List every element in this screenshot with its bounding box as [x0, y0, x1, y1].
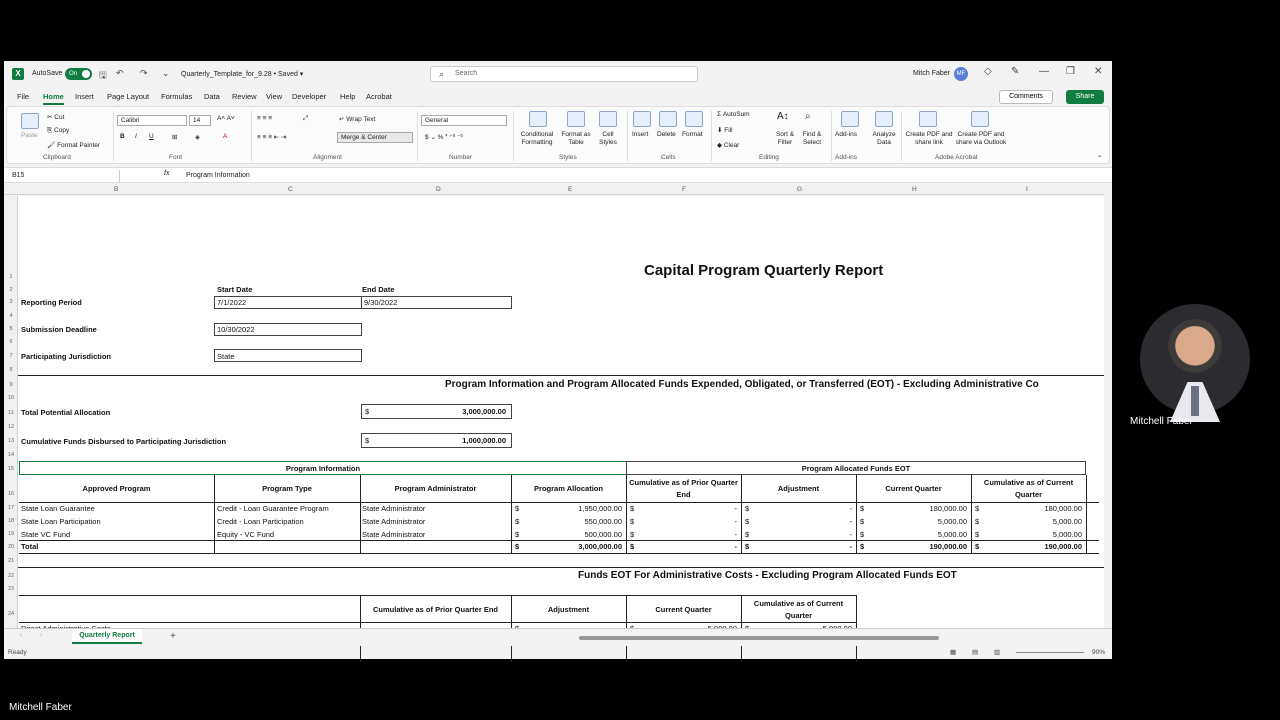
- zoom-level[interactable]: 90%: [1092, 649, 1106, 656]
- undo-icon[interactable]: ↶: [116, 68, 124, 78]
- col-divider: [1086, 475, 1087, 553]
- submission-deadline-value: 10/30/2022: [217, 325, 255, 334]
- sheet-grid[interactable]: [4, 196, 1104, 628]
- program-admin-cell: State Administrator: [362, 504, 426, 513]
- tab-insert[interactable]: Insert: [75, 92, 94, 101]
- admin-col-current-quarter: Current Quarter: [655, 605, 712, 614]
- currency-symbol: $: [515, 530, 520, 539]
- row-number[interactable]: 14: [7, 452, 15, 458]
- separator: [627, 111, 628, 161]
- column-header[interactable]: H: [912, 186, 917, 193]
- currency-symbol: $: [975, 542, 980, 551]
- restore-icon[interactable]: ❐: [1066, 66, 1075, 77]
- presenter-footer-name: Mitchell Faber: [9, 702, 72, 713]
- zoom-slider[interactable]: [1016, 652, 1084, 653]
- col-header-program-admin: Program Administrator: [394, 484, 477, 493]
- presenter-webcam: [1140, 304, 1250, 414]
- column-header[interactable]: G: [797, 186, 803, 193]
- pen-icon[interactable]: ✎: [1011, 66, 1020, 77]
- program-type-cell: Equity - VC Fund: [217, 530, 275, 539]
- normal-view-icon[interactable]: ▦: [950, 649, 957, 656]
- font-size-controls-icon[interactable]: A˄ A˅: [217, 115, 235, 122]
- total-amount-cell: 3,000,000.00: [578, 542, 622, 551]
- comments-button[interactable]: Comments: [999, 90, 1053, 104]
- divider: [18, 567, 1104, 568]
- presenter-tie: [1191, 386, 1199, 416]
- separator: [417, 111, 418, 161]
- tab-data[interactable]: Data: [204, 92, 220, 101]
- cut-button[interactable]: ✂ Cut: [47, 114, 65, 121]
- styles-group-label: Styles: [559, 154, 577, 161]
- amount-cell: 180,000.00: [1044, 504, 1082, 513]
- format-cells-label[interactable]: Format: [682, 131, 703, 138]
- orientation-icon[interactable]: ⤢: [303, 115, 309, 122]
- program-name-cell: State VC Fund: [21, 530, 71, 539]
- column-header[interactable]: C: [288, 186, 293, 193]
- tab-help[interactable]: Help: [340, 92, 356, 101]
- tab-developer[interactable]: Developer: [292, 92, 327, 101]
- avatar[interactable]: MF: [954, 67, 968, 81]
- amount-cell: -: [734, 504, 737, 513]
- cum-disbursed-value: 1,000,000.00: [462, 436, 506, 445]
- currency-symbol: $: [860, 517, 865, 526]
- cells-group-label: Cells: [661, 154, 676, 161]
- row-number[interactable]: 12: [7, 424, 15, 430]
- start-date-label: Start Date: [217, 285, 253, 294]
- reporting-period-label: Reporting Period: [21, 298, 82, 307]
- conditional-formatting-label[interactable]: Conditional Formatting: [520, 131, 554, 146]
- font-size-select[interactable]: 14: [189, 115, 211, 126]
- ribbon-tabs: [4, 89, 1112, 105]
- header-underline: [19, 502, 1099, 503]
- autosum-button[interactable]: Σ AutoSum: [717, 111, 750, 118]
- conditional-formatting-icon[interactable]: [529, 111, 547, 127]
- total-amount-cell: -: [734, 542, 737, 551]
- row-number[interactable]: 20: [7, 544, 15, 550]
- fill-label: Fill: [724, 127, 733, 134]
- customize-qat-icon[interactable]: ⌄: [162, 68, 170, 78]
- program-name-cell: State Loan Participation: [21, 517, 101, 526]
- total-amount-cell: 190,000.00: [929, 542, 967, 551]
- close-icon[interactable]: ✕: [1094, 66, 1103, 77]
- excel-window: [4, 61, 1112, 659]
- format-painter-label: Format Painter: [57, 142, 101, 149]
- row-number[interactable]: 22: [7, 573, 15, 579]
- delete-cells-label[interactable]: Delete: [657, 131, 676, 138]
- row-number[interactable]: 10: [7, 395, 15, 401]
- column-header[interactable]: B: [114, 186, 119, 193]
- tab-page-layout[interactable]: Page Layout: [107, 92, 150, 101]
- align-left-icon[interactable]: ≡ ≡ ≡ ⇤ ⇥: [257, 134, 287, 141]
- separator: [901, 111, 902, 161]
- program-name-cell: State Loan Guarantee: [21, 504, 95, 513]
- excel-logo-icon: X: [12, 68, 24, 80]
- add-sheet-icon[interactable]: +: [170, 631, 176, 642]
- create-pdf-outlook-label[interactable]: Create PDF and share via Outlook: [955, 131, 1007, 146]
- total-amount-cell: 190,000.00: [1044, 542, 1082, 551]
- row-number[interactable]: 13: [7, 438, 15, 444]
- alignment-group-label: Alignment: [313, 154, 342, 161]
- currency-symbol: $: [515, 542, 520, 551]
- amount-cell: -: [734, 517, 737, 526]
- horizontal-scrollbar[interactable]: [579, 636, 939, 640]
- font-color-icon[interactable]: A: [223, 133, 228, 140]
- paste-icon[interactable]: [21, 113, 39, 129]
- currency-symbol: $: [860, 530, 865, 539]
- currency-symbol: $: [745, 530, 750, 539]
- create-pdf-outlook-icon[interactable]: [971, 111, 989, 127]
- column-header[interactable]: I: [1026, 186, 1028, 193]
- amount-cell: 5,000.00: [937, 517, 967, 526]
- wrap-text-button[interactable]: ↵ Wrap Text: [339, 116, 376, 123]
- bold-icon[interactable]: B: [120, 133, 125, 140]
- program-total-label: Total: [21, 542, 39, 551]
- currency-symbol: $: [975, 530, 980, 539]
- merge-center-button[interactable]: Merge & Center: [337, 132, 413, 143]
- report-title: Capital Program Quarterly Report: [644, 262, 884, 279]
- font-name-select[interactable]: Calibri: [117, 115, 187, 126]
- separator: [831, 111, 832, 161]
- row-number[interactable]: 9: [9, 382, 13, 388]
- sheet-tab-quarterly-report[interactable]: Quarterly Report: [72, 629, 142, 644]
- end-date-label: End Date: [362, 285, 395, 294]
- separator: [513, 111, 514, 161]
- cell-styles-icon[interactable]: [599, 111, 617, 127]
- program-type-cell: Credit - Loan Guarantee Program: [217, 504, 329, 513]
- clear-button[interactable]: ◆ Clear: [717, 142, 740, 149]
- amount-cell: 1,950,000.00: [578, 504, 622, 513]
- admin-header-topline: [19, 595, 856, 596]
- separator: [711, 111, 712, 161]
- user-name[interactable]: Mitch Faber: [913, 70, 950, 77]
- col-header-cum-prior: Cumulative as of Prior Quarter End: [629, 478, 738, 499]
- page-layout-icon[interactable]: ▤: [972, 649, 979, 656]
- clear-label: Clear: [723, 142, 740, 149]
- col-header-cum-current: Cumulative as of Current Quarter: [983, 478, 1074, 499]
- currency-symbol: $: [975, 517, 980, 526]
- total-allocation-value: 3,000,000.00: [462, 407, 506, 416]
- find-select-icon[interactable]: ⌕: [805, 111, 811, 122]
- borders-icon[interactable]: ⊞: [172, 134, 178, 141]
- currency-symbol: $: [860, 542, 865, 551]
- addins-group-label: Add-ins: [835, 154, 858, 161]
- autosum-label: AutoSum: [722, 111, 750, 118]
- status-ready: Ready: [8, 649, 27, 656]
- col-header-program-type: Program Type: [262, 484, 312, 493]
- autosave-toggle[interactable]: On: [65, 68, 92, 80]
- tab-file[interactable]: File: [17, 92, 30, 101]
- admin-col-cum-current: Cumulative as of Current Quarter: [753, 599, 844, 620]
- prev-sheet-icon[interactable]: ‹: [20, 632, 23, 639]
- row-number[interactable]: 24: [7, 611, 15, 617]
- row-number[interactable]: 11: [8, 410, 14, 416]
- column-headers: [4, 185, 1104, 195]
- cut-label: Cut: [54, 114, 65, 121]
- italic-icon[interactable]: I: [135, 133, 137, 140]
- fx-icon[interactable]: fx: [164, 170, 170, 177]
- amount-cell: -: [734, 530, 737, 539]
- currency-symbol: $: [745, 504, 750, 513]
- separator: [251, 111, 252, 161]
- save-icon[interactable]: 🖫: [99, 70, 107, 80]
- row-number[interactable]: 18: [7, 518, 15, 524]
- row-number[interactable]: 1: [9, 274, 13, 280]
- col-header-adjustment: Adjustment: [777, 484, 820, 493]
- presenter-cam-name: Mitchell Faber: [1130, 416, 1193, 427]
- sort-filter-icon[interactable]: A↕: [777, 111, 789, 122]
- row-number[interactable]: 21: [7, 558, 15, 564]
- amount-cell: 500,000.00: [584, 530, 622, 539]
- end-date-value: 9/30/2022: [364, 298, 398, 307]
- column-header[interactable]: E: [568, 186, 573, 193]
- align-top-icon[interactable]: ≡ ≡ ≡: [257, 115, 272, 122]
- minimize-icon[interactable]: —: [1039, 66, 1049, 77]
- accounting-format-icon[interactable]: $ ⌄ % ❜ ⁺⁰ ⁻⁰: [425, 134, 464, 141]
- format-as-table-label[interactable]: Format as Table: [561, 131, 591, 146]
- row-number[interactable]: 5: [9, 326, 13, 332]
- search-placeholder: Search: [455, 70, 478, 77]
- wrap-text-label: Wrap Text: [346, 116, 376, 123]
- status-bar: [4, 647, 1112, 659]
- number-format-select[interactable]: General: [421, 115, 507, 126]
- next-sheet-icon[interactable]: ›: [40, 632, 43, 639]
- tab-home[interactable]: Home: [43, 92, 64, 101]
- program-type-cell: Credit - Loan Participation: [217, 517, 304, 526]
- program-admin-cell: State Administrator: [362, 517, 426, 526]
- amount-cell: 550,000.00: [584, 517, 622, 526]
- total-allocation-label: Total Potential Allocation: [21, 408, 111, 417]
- row-headers: [4, 196, 18, 628]
- delete-cells-icon[interactable]: [659, 111, 677, 127]
- formula-bar: [4, 167, 1112, 183]
- currency-symbol: $: [630, 530, 635, 539]
- program-eot-header: Program Allocated Funds EOT: [801, 464, 911, 473]
- title-bar: [4, 61, 1112, 87]
- sheet-tabs-bar: [4, 628, 1112, 646]
- total-allocation-currency: $: [365, 407, 370, 416]
- column-header[interactable]: F: [682, 186, 686, 193]
- cum-disbursed-currency: $: [365, 436, 370, 445]
- share-button[interactable]: Share: [1066, 90, 1104, 104]
- cum-disbursed-label: Cumulative Funds Disbursed to Participating Jurisdiction: [21, 437, 227, 446]
- format-cells-icon[interactable]: [685, 111, 703, 127]
- number-group-label: Number: [449, 154, 473, 161]
- total-topline: [19, 540, 1099, 541]
- insert-cells-label[interactable]: Insert: [632, 131, 649, 138]
- currency-symbol: $: [630, 542, 635, 551]
- currency-symbol: $: [630, 504, 635, 513]
- currency-symbol: $: [975, 504, 980, 513]
- row-number[interactable]: 16: [7, 491, 15, 497]
- total-bottomline: [19, 553, 1099, 554]
- format-painter-button[interactable]: 🖌 Format Painter: [47, 142, 101, 149]
- tab-acrobat[interactable]: Acrobat: [366, 92, 392, 101]
- row-number[interactable]: 19: [7, 531, 15, 537]
- analyze-data-label[interactable]: Analyze Data: [872, 131, 896, 146]
- find-select-label[interactable]: Find & Select: [802, 131, 822, 146]
- autosave-label: AutoSave: [32, 70, 63, 77]
- currency-symbol: $: [630, 517, 635, 526]
- file-name[interactable]: Quarterly_Template_for_9.28 • Saved ▾: [181, 71, 304, 78]
- currency-symbol: $: [745, 542, 750, 551]
- section1-title: Program Information and Program Allocated Funds Expended, Obligated, or Transferred (EOT) - Excluding Administrative Co: [445, 379, 1039, 390]
- program-info-header: Program Information: [285, 464, 361, 473]
- amount-cell: 5,000.00: [1052, 517, 1082, 526]
- currency-symbol: $: [860, 504, 865, 513]
- tab-view[interactable]: View: [266, 92, 283, 101]
- search-icon: ⌕: [439, 69, 445, 79]
- formula-input[interactable]: Program Information: [186, 172, 250, 179]
- copy-button[interactable]: ⎘ Copy: [47, 127, 70, 134]
- row-number[interactable]: 2: [9, 287, 13, 293]
- fill-button[interactable]: ⬇ Fill: [717, 127, 733, 134]
- row-number[interactable]: 4: [9, 313, 13, 319]
- col-header-approved-program: Approved Program: [82, 484, 151, 493]
- currency-symbol: $: [515, 517, 520, 526]
- jurisdiction-value: State: [217, 352, 235, 361]
- currency-symbol: $: [745, 517, 750, 526]
- addins-icon[interactable]: [841, 111, 859, 127]
- row-number[interactable]: 6: [9, 339, 13, 345]
- adobe-group-label: Adobe Acrobat: [935, 154, 978, 161]
- amount-cell: 5,000.00: [937, 530, 967, 539]
- amount-cell: -: [849, 504, 852, 513]
- row-number[interactable]: 8: [9, 367, 13, 373]
- home-ribbon: [6, 106, 1110, 164]
- search-box[interactable]: [430, 66, 698, 82]
- section2-title: Funds EOT For Administrative Costs - Excluding Program Allocated Funds EOT: [578, 570, 957, 581]
- font-group-label: Font: [169, 154, 183, 161]
- clipboard-group-label: Clipboard: [43, 154, 71, 161]
- diamond-icon[interactable]: ◇: [984, 66, 992, 77]
- separator: [113, 111, 114, 161]
- admin-header-underline: [19, 622, 856, 623]
- create-pdf-label[interactable]: Create PDF and share link: [905, 131, 953, 146]
- submission-deadline-label: Submission Deadline: [21, 325, 97, 334]
- insert-cells-icon[interactable]: [633, 111, 651, 127]
- jurisdiction-label: Participating Jurisdiction: [21, 352, 112, 361]
- currency-symbol: $: [515, 504, 520, 513]
- page-break-icon[interactable]: ▥: [994, 649, 1001, 656]
- redo-icon[interactable]: ↷: [140, 68, 148, 78]
- program-admin-cell: State Administrator: [362, 530, 426, 539]
- amount-cell: 180,000.00: [929, 504, 967, 513]
- paste-label: Paste: [21, 132, 38, 139]
- start-date-value: 7/1/2022: [217, 298, 247, 307]
- admin-col-cum-prior: Cumulative as of Prior Quarter End: [372, 605, 499, 614]
- create-pdf-icon[interactable]: [919, 111, 937, 127]
- cell-styles-label[interactable]: Cell Styles: [599, 131, 617, 146]
- analyze-data-icon[interactable]: [875, 111, 893, 127]
- editing-group-label: Editing: [759, 154, 779, 161]
- format-as-table-icon[interactable]: [567, 111, 585, 127]
- sort-filter-label[interactable]: Sort & Filter: [775, 131, 795, 146]
- col-header-current-quarter: Current Quarter: [885, 484, 942, 493]
- amount-cell: -: [849, 517, 852, 526]
- column-header[interactable]: D: [436, 186, 441, 193]
- row-number[interactable]: 3: [9, 299, 13, 305]
- tab-review[interactable]: Review: [232, 92, 257, 101]
- total-amount-cell: -: [849, 542, 852, 551]
- addins-label[interactable]: Add-ins: [835, 131, 858, 138]
- admin-col-adjustment: Adjustment: [547, 605, 590, 614]
- collapse-ribbon-icon[interactable]: ⌄: [1097, 152, 1103, 159]
- tab-formulas[interactable]: Formulas: [161, 92, 193, 101]
- divider: [18, 375, 1104, 376]
- row-number[interactable]: 23: [7, 586, 15, 592]
- fill-color-icon[interactable]: ◈: [195, 134, 200, 141]
- jurisdiction-field[interactable]: [214, 349, 362, 362]
- row-number[interactable]: 17: [7, 505, 15, 511]
- col-header-program-allocation: Program Allocation: [534, 484, 603, 493]
- row-number[interactable]: 15: [7, 466, 15, 472]
- row-number[interactable]: 7: [9, 353, 13, 359]
- amount-cell: 5,000.00: [1052, 530, 1082, 539]
- underline-icon[interactable]: U: [149, 133, 154, 140]
- copy-label: Copy: [54, 127, 70, 134]
- amount-cell: -: [849, 530, 852, 539]
- name-box[interactable]: B15: [10, 170, 120, 182]
